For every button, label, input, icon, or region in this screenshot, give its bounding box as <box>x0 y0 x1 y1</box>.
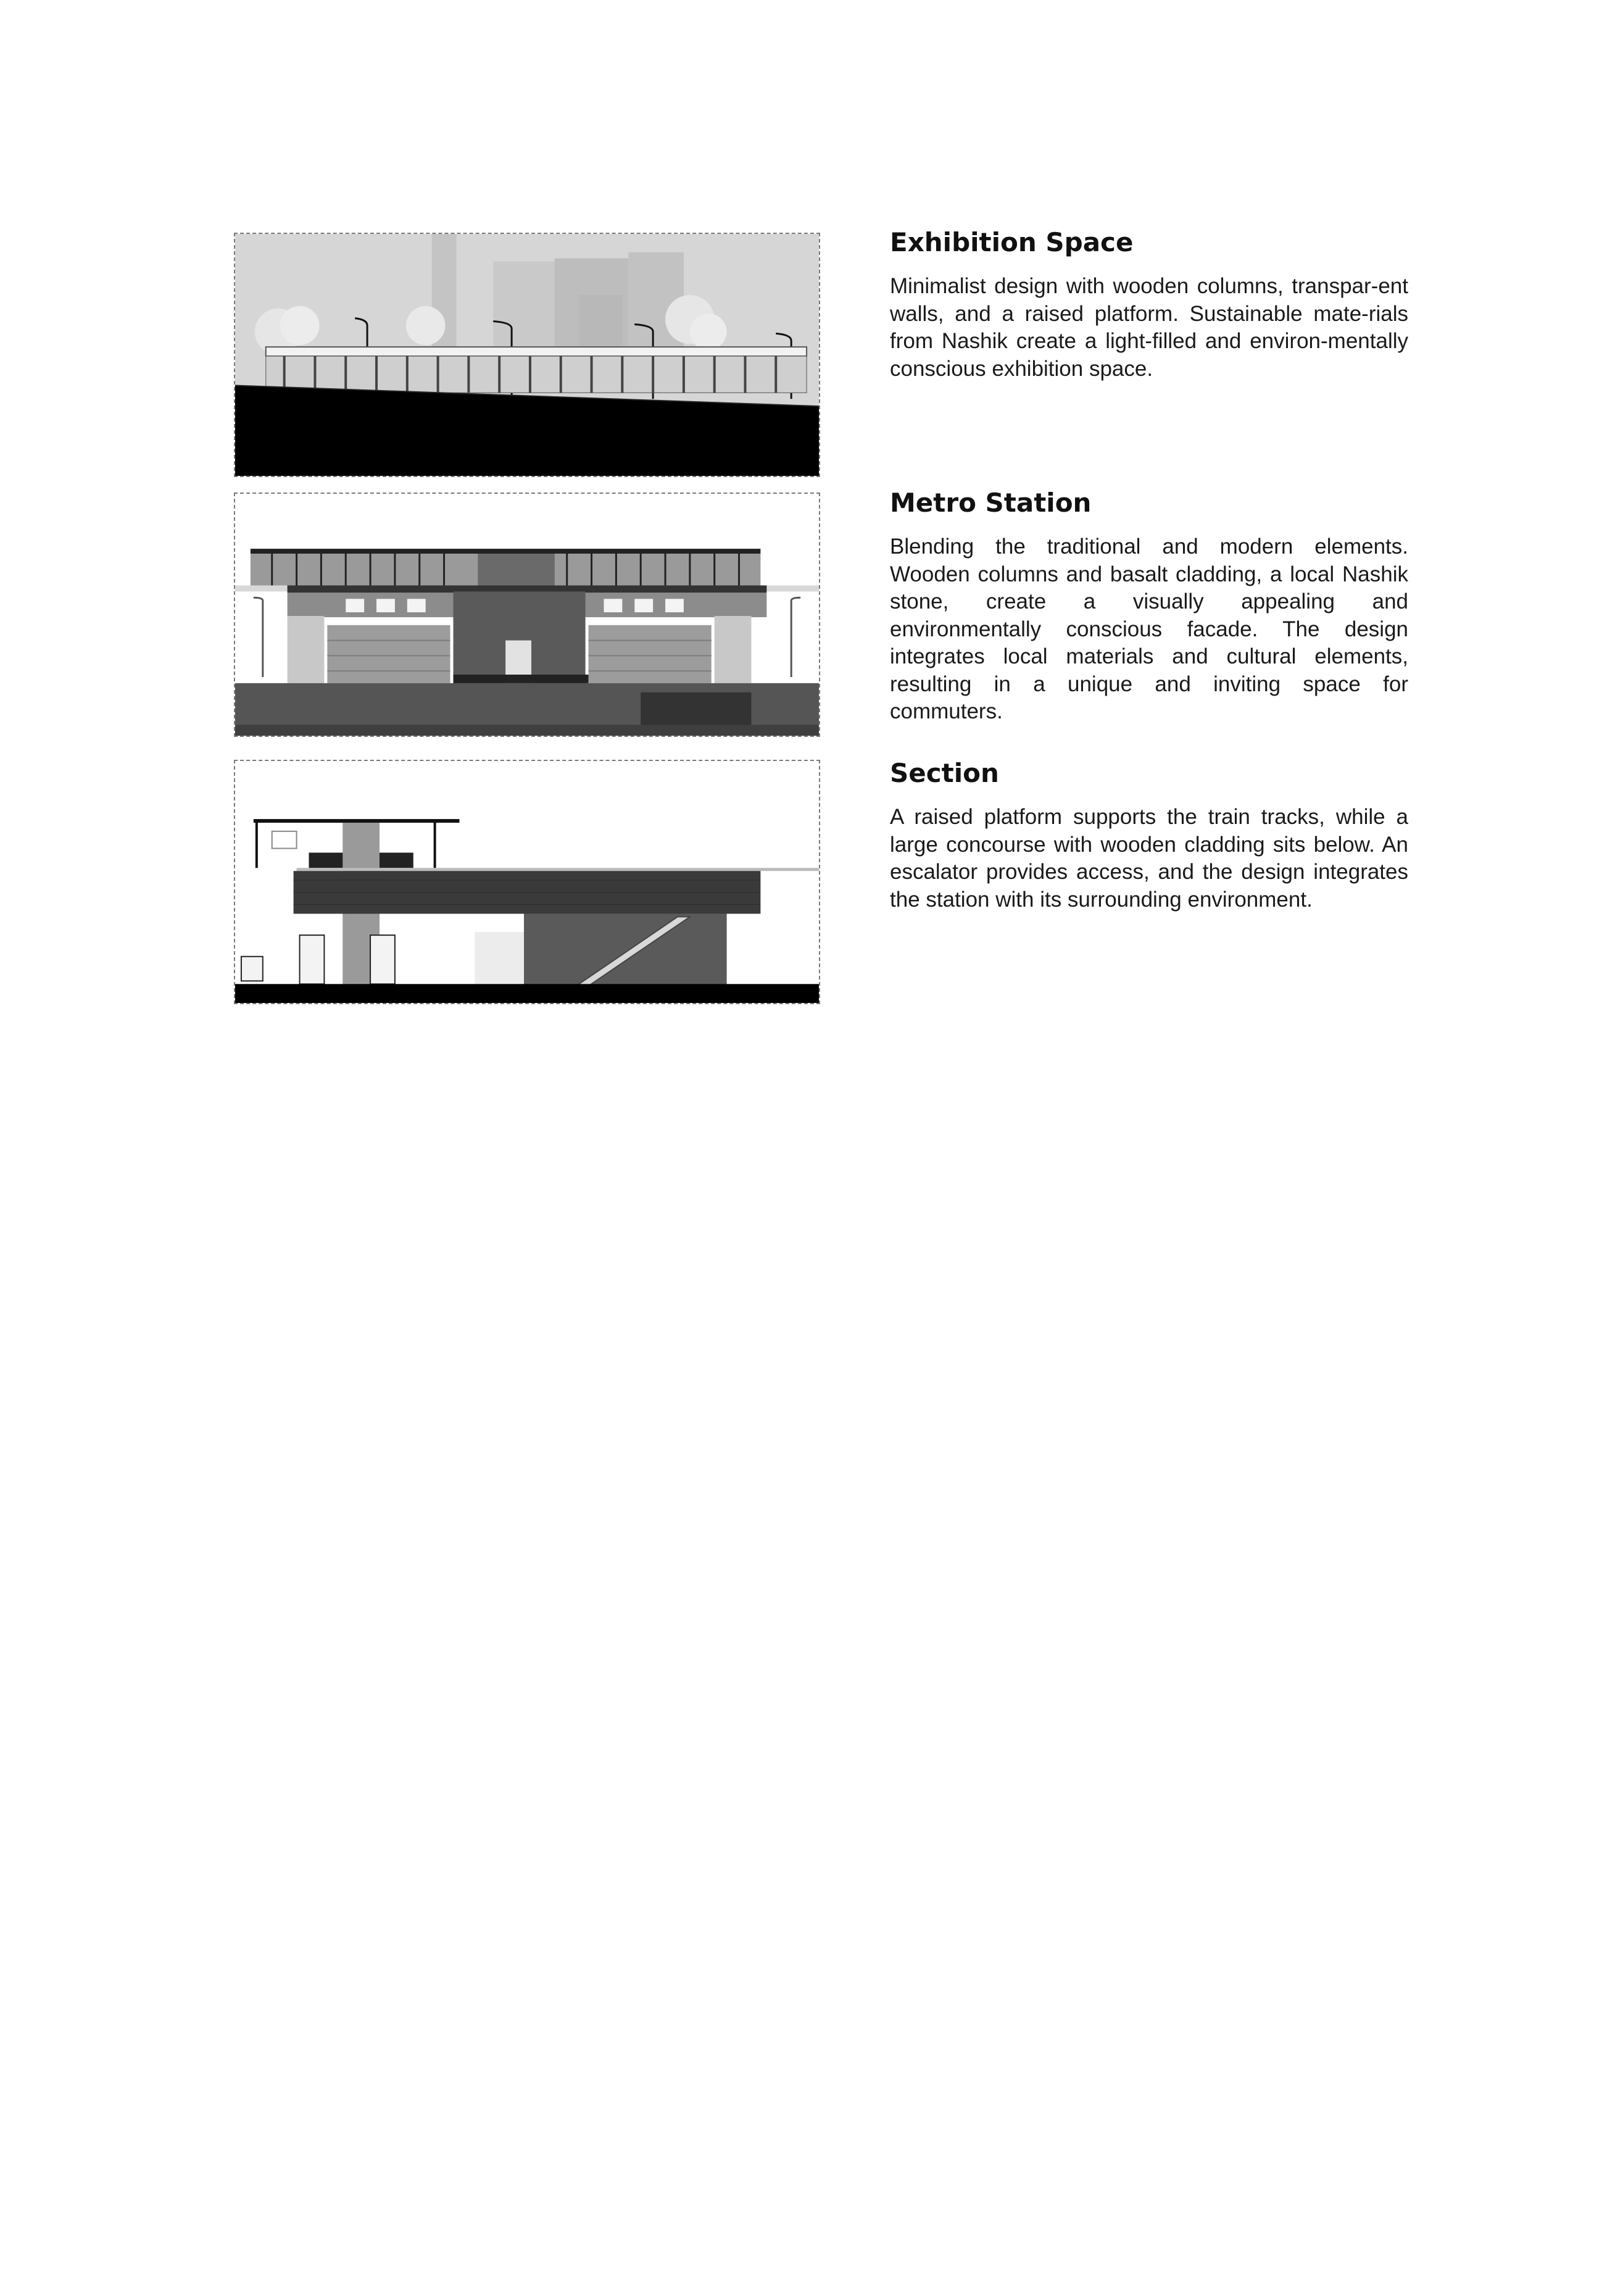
section-drawing <box>234 760 820 1004</box>
exhibition-space-title: Exhibition Space <box>890 227 1134 257</box>
exhibition-space-drawing <box>234 233 820 477</box>
exhibition-elevation-illustration <box>235 234 819 476</box>
metro-station-block <box>890 488 1408 726</box>
exhibition-space-block <box>890 227 1408 383</box>
section-title: Section <box>890 758 999 788</box>
section-description: A raised platform supports the train tracks, while a large concourse with wooden cladding sits below. An escalator provides access, and the design integrates the station with its surrounding environment. <box>890 805 1408 912</box>
section-block <box>890 758 1408 913</box>
metro-station-title: Metro Station <box>890 488 1092 518</box>
metro-station-description: Blending the traditional and modern elements. Wooden columns and basalt cladding, a local Nashik stone, create a visually appealing and environmentally conscious facade. The design integrates local materials and cultural elements, resulting in a unique and inviting space for commuters. <box>890 534 1408 723</box>
metro-station-drawing <box>234 493 820 737</box>
metro-station-elevation-illustration <box>235 494 819 736</box>
exhibition-space-description: Minimalist design with wooden columns, transpar-ent walls, and a raised platform. Sustainable mate-rials from Nashik create a light-filled and environ-mentally conscious exhibition space. <box>890 274 1408 381</box>
station-section-illustration <box>235 761 819 1003</box>
